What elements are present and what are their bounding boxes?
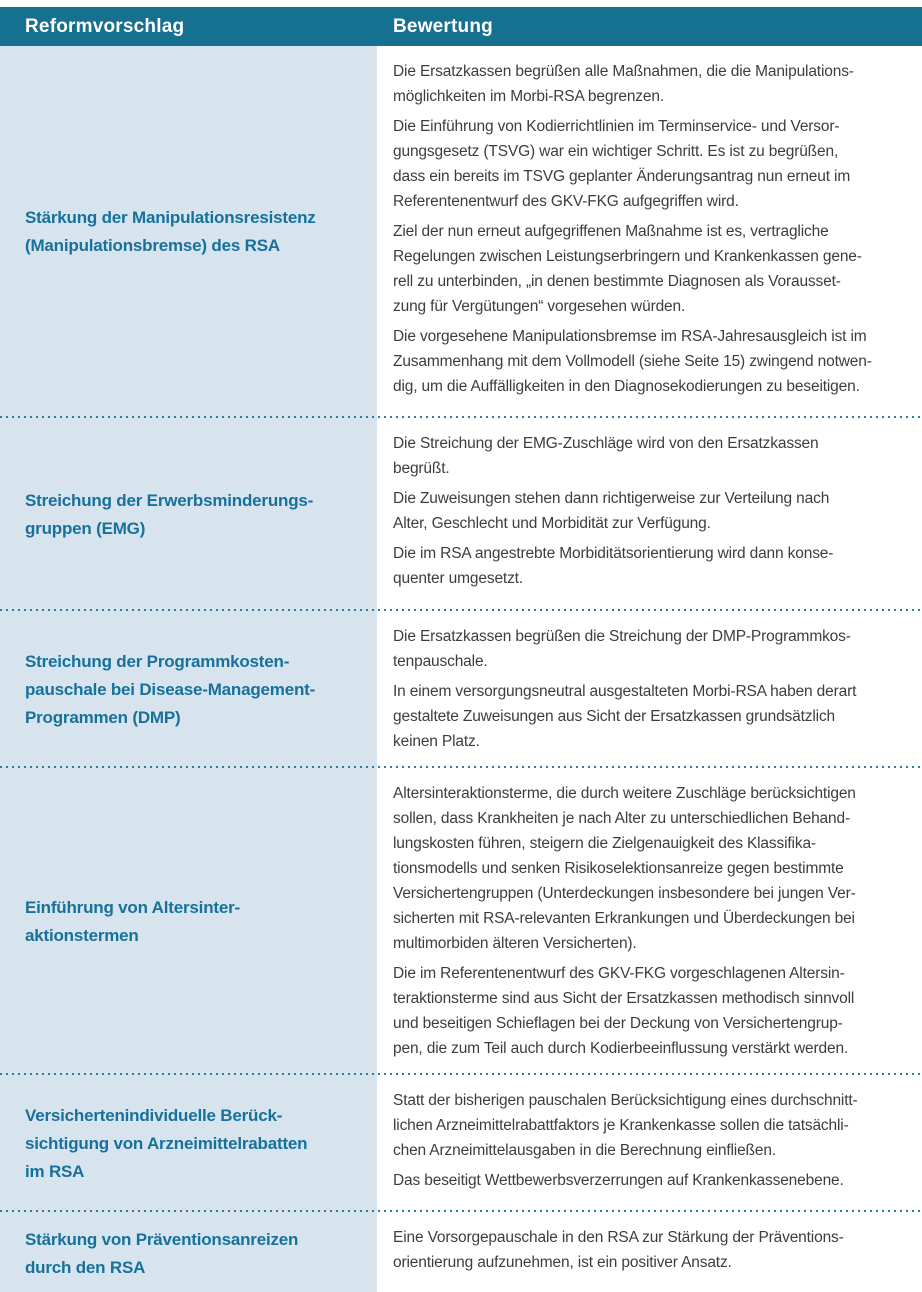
row-title-cell <box>0 1075 377 1212</box>
text-line: gestaltete Zuweisungen aus Sicht der Ersatzkassen grundsätzlich <box>393 708 836 725</box>
evaluation-paragraph <box>393 961 908 1061</box>
row-title-cell <box>0 1212 377 1292</box>
row-title-cell <box>0 611 377 768</box>
evaluation-paragraph <box>393 1225 908 1275</box>
table-header-row <box>0 7 922 46</box>
row-evaluation-cell <box>393 768 922 1075</box>
row-evaluation-cell <box>393 418 922 611</box>
evaluation-paragraph <box>393 219 908 319</box>
text-line: und beseitigen Schieflagen bei der Deckung von Versichertengrup- <box>393 1015 843 1032</box>
text-line: tionsmodells und senken Risikoselektionsanreize gegen bestimmte <box>393 860 844 877</box>
row-title-line: im RSA <box>25 1161 85 1181</box>
text-line: quenter umgesetzt. <box>393 570 523 587</box>
text-line: rell zu unterbinden, „in denen bestimmte Diagnosen als Vorausset- <box>393 273 841 290</box>
row-title-line: Stärkung der Manipulationsresistenz <box>25 208 316 227</box>
text-line: pen, die zum Teil auch durch Kodierbeeinflussung verstärkt werden. <box>393 1040 849 1057</box>
evaluation-paragraph <box>393 624 908 674</box>
column-gutter <box>377 418 393 611</box>
text-line: teraktionsterme sind aus Sicht der Ersatzkassen methodisch sinnvoll <box>393 990 855 1007</box>
row-evaluation-cell <box>393 46 922 418</box>
text-line: zung für Vergütungen“ vorgesehen würden. <box>393 298 686 315</box>
text-line: tenpauschale. <box>393 653 488 670</box>
text-line: Die im RSA angestrebte Morbiditätsorientierung wird dann konse- <box>393 545 834 562</box>
table-row <box>0 611 922 768</box>
row-title-line: durch den RSA <box>25 1258 146 1277</box>
text-line: Referentenentwurf des GKV-FKG aufgegriffen wird. <box>393 193 739 210</box>
table-row <box>0 1075 922 1212</box>
evaluation-paragraph <box>393 541 908 591</box>
text-line: Regelungen zwischen Leistungserbringern und Krankenkassen gene- <box>393 248 862 265</box>
text-line: Die Streichung der EMG-Zuschläge wird von den Ersatzkassen <box>393 435 819 452</box>
row-title-line: Einführung von Altersinter- <box>25 897 240 917</box>
text-line: chen Arzneimittelausgaben in die Berechnung einfließen. <box>393 1142 776 1159</box>
table-row <box>0 46 922 418</box>
column-gutter <box>377 611 393 768</box>
column-gutter <box>377 768 393 1075</box>
row-title-cell <box>0 46 377 418</box>
column-header-bewertung: Bewertung <box>393 15 493 37</box>
column-gutter <box>377 1075 393 1212</box>
text-line: Versichertengruppen (Unterdeckungen insbesondere bei jungen Ver- <box>393 885 856 902</box>
column-header-reformvorschlag: Reformvorschlag <box>25 15 185 37</box>
row-title-line: Programmen (DMP) <box>25 707 181 727</box>
text-line: Zusammenhang mit dem Vollmodell (siehe Seite 15) zwingend notwen- <box>393 353 872 370</box>
row-title-line: aktionstermen <box>25 925 139 945</box>
text-line: lichen Arzneimittelrabattfaktors je Krankenkasse sollen die tatsächli- <box>393 1117 849 1134</box>
row-title-cell <box>0 418 377 611</box>
text-line: multimorbiden älteren Versicherten). <box>393 935 637 952</box>
text-line: sollen, dass Krankheiten je nach Alter zu unterschiedlichen Behand- <box>393 810 850 827</box>
row-title-cell <box>0 768 377 1075</box>
row-evaluation-cell <box>393 1075 922 1212</box>
row-evaluation-cell <box>393 611 922 768</box>
row-title-line: Streichung der Programmkosten- <box>25 651 290 671</box>
evaluation-paragraph <box>393 431 908 481</box>
evaluation-paragraph <box>393 324 908 399</box>
text-line: Altersinteraktionsterme, die durch weitere Zuschläge berücksichtigen <box>393 785 856 802</box>
text-line: Die vorgesehene Manipulationsbremse im RSA-Jahresausgleich ist im <box>393 328 867 345</box>
row-evaluation-cell <box>393 1212 922 1292</box>
row-title-line: gruppen (EMG) <box>25 518 146 538</box>
column-gutter <box>377 1212 393 1292</box>
text-line: Die im Referentenentwurf des GKV-FKG vorgeschlagenen Altersin- <box>393 965 845 982</box>
table-row <box>0 768 922 1075</box>
table-row <box>0 1212 922 1292</box>
row-title-line: sichtigung von Arzneimittelrabatten <box>25 1133 308 1153</box>
text-line: Alter, Geschlecht und Morbidität zur Verfügung. <box>393 515 711 532</box>
text-line: lungskosten führen, steigern die Zielgenauigkeit des Klassifika- <box>393 835 816 852</box>
text-line: Das beseitigt Wettbewerbsverzerrungen auf Krankenkassenebene. <box>393 1172 844 1189</box>
text-line: Statt der bisherigen pauschalen Berücksichtigung eines durchschnitt- <box>393 1092 858 1109</box>
column-gutter <box>377 46 393 418</box>
text-line: Eine Vorsorgepauschale in den RSA zur Stärkung der Präventions- <box>393 1229 844 1246</box>
table-row <box>0 418 922 611</box>
text-line: Die Zuweisungen stehen dann richtigerweise zur Verteilung nach <box>393 490 830 507</box>
row-title-line: Stärkung von Präventionsanreizen <box>25 1230 299 1249</box>
text-line: keinen Platz. <box>393 733 480 750</box>
evaluation-paragraph <box>393 781 908 956</box>
text-line: sicherten mit RSA-relevanten Erkrankungen und Überdeckungen bei <box>393 910 855 927</box>
text-line: dass ein bereits im TSVG geplanter Änderungsantrag nun erneut im <box>393 168 851 185</box>
text-line: Die Ersatzkassen begrüßen die Streichung der DMP-Programmkos- <box>393 628 851 645</box>
row-title-line: (Manipulationsbremse) des RSA <box>25 236 280 255</box>
text-line: orientierung aufzunehmen, ist ein positiver Ansatz. <box>393 1254 732 1271</box>
evaluation-paragraph <box>393 1168 908 1193</box>
evaluation-paragraph <box>393 1088 908 1163</box>
text-line: Die Einführung von Kodierrichtlinien im Terminservice- und Versor- <box>393 118 840 135</box>
text-line: dig, um die Auffälligkeiten in den Diagnosekodierungen zu beseitigen. <box>393 378 860 395</box>
text-line: In einem versorgungsneutral ausgestalteten Morbi-RSA haben derart <box>393 683 857 700</box>
text-line: Die Ersatzkassen begrüßen alle Maßnahmen, die die Manipulations- <box>393 63 854 80</box>
evaluation-paragraph <box>393 114 908 214</box>
text-line: möglichkeiten im Morbi-RSA begrenzen. <box>393 88 664 105</box>
row-title-line: pauschale bei Disease-Management- <box>25 679 316 699</box>
evaluation-paragraph <box>393 59 908 109</box>
text-line: gungsgesetz (TSVG) war ein wichtiger Schritt. Es ist zu begrüßen, <box>393 143 839 160</box>
evaluation-paragraph <box>393 679 908 754</box>
evaluation-paragraph <box>393 486 908 536</box>
row-title-line: Versichertenindividuelle Berück- <box>25 1105 283 1125</box>
text-line: begrüßt. <box>393 460 450 477</box>
text-line: Ziel der nun erneut aufgegriffenen Maßnahme ist es, vertragliche <box>393 223 829 240</box>
row-title-line: Streichung der Erwerbsminderungs- <box>25 490 314 510</box>
